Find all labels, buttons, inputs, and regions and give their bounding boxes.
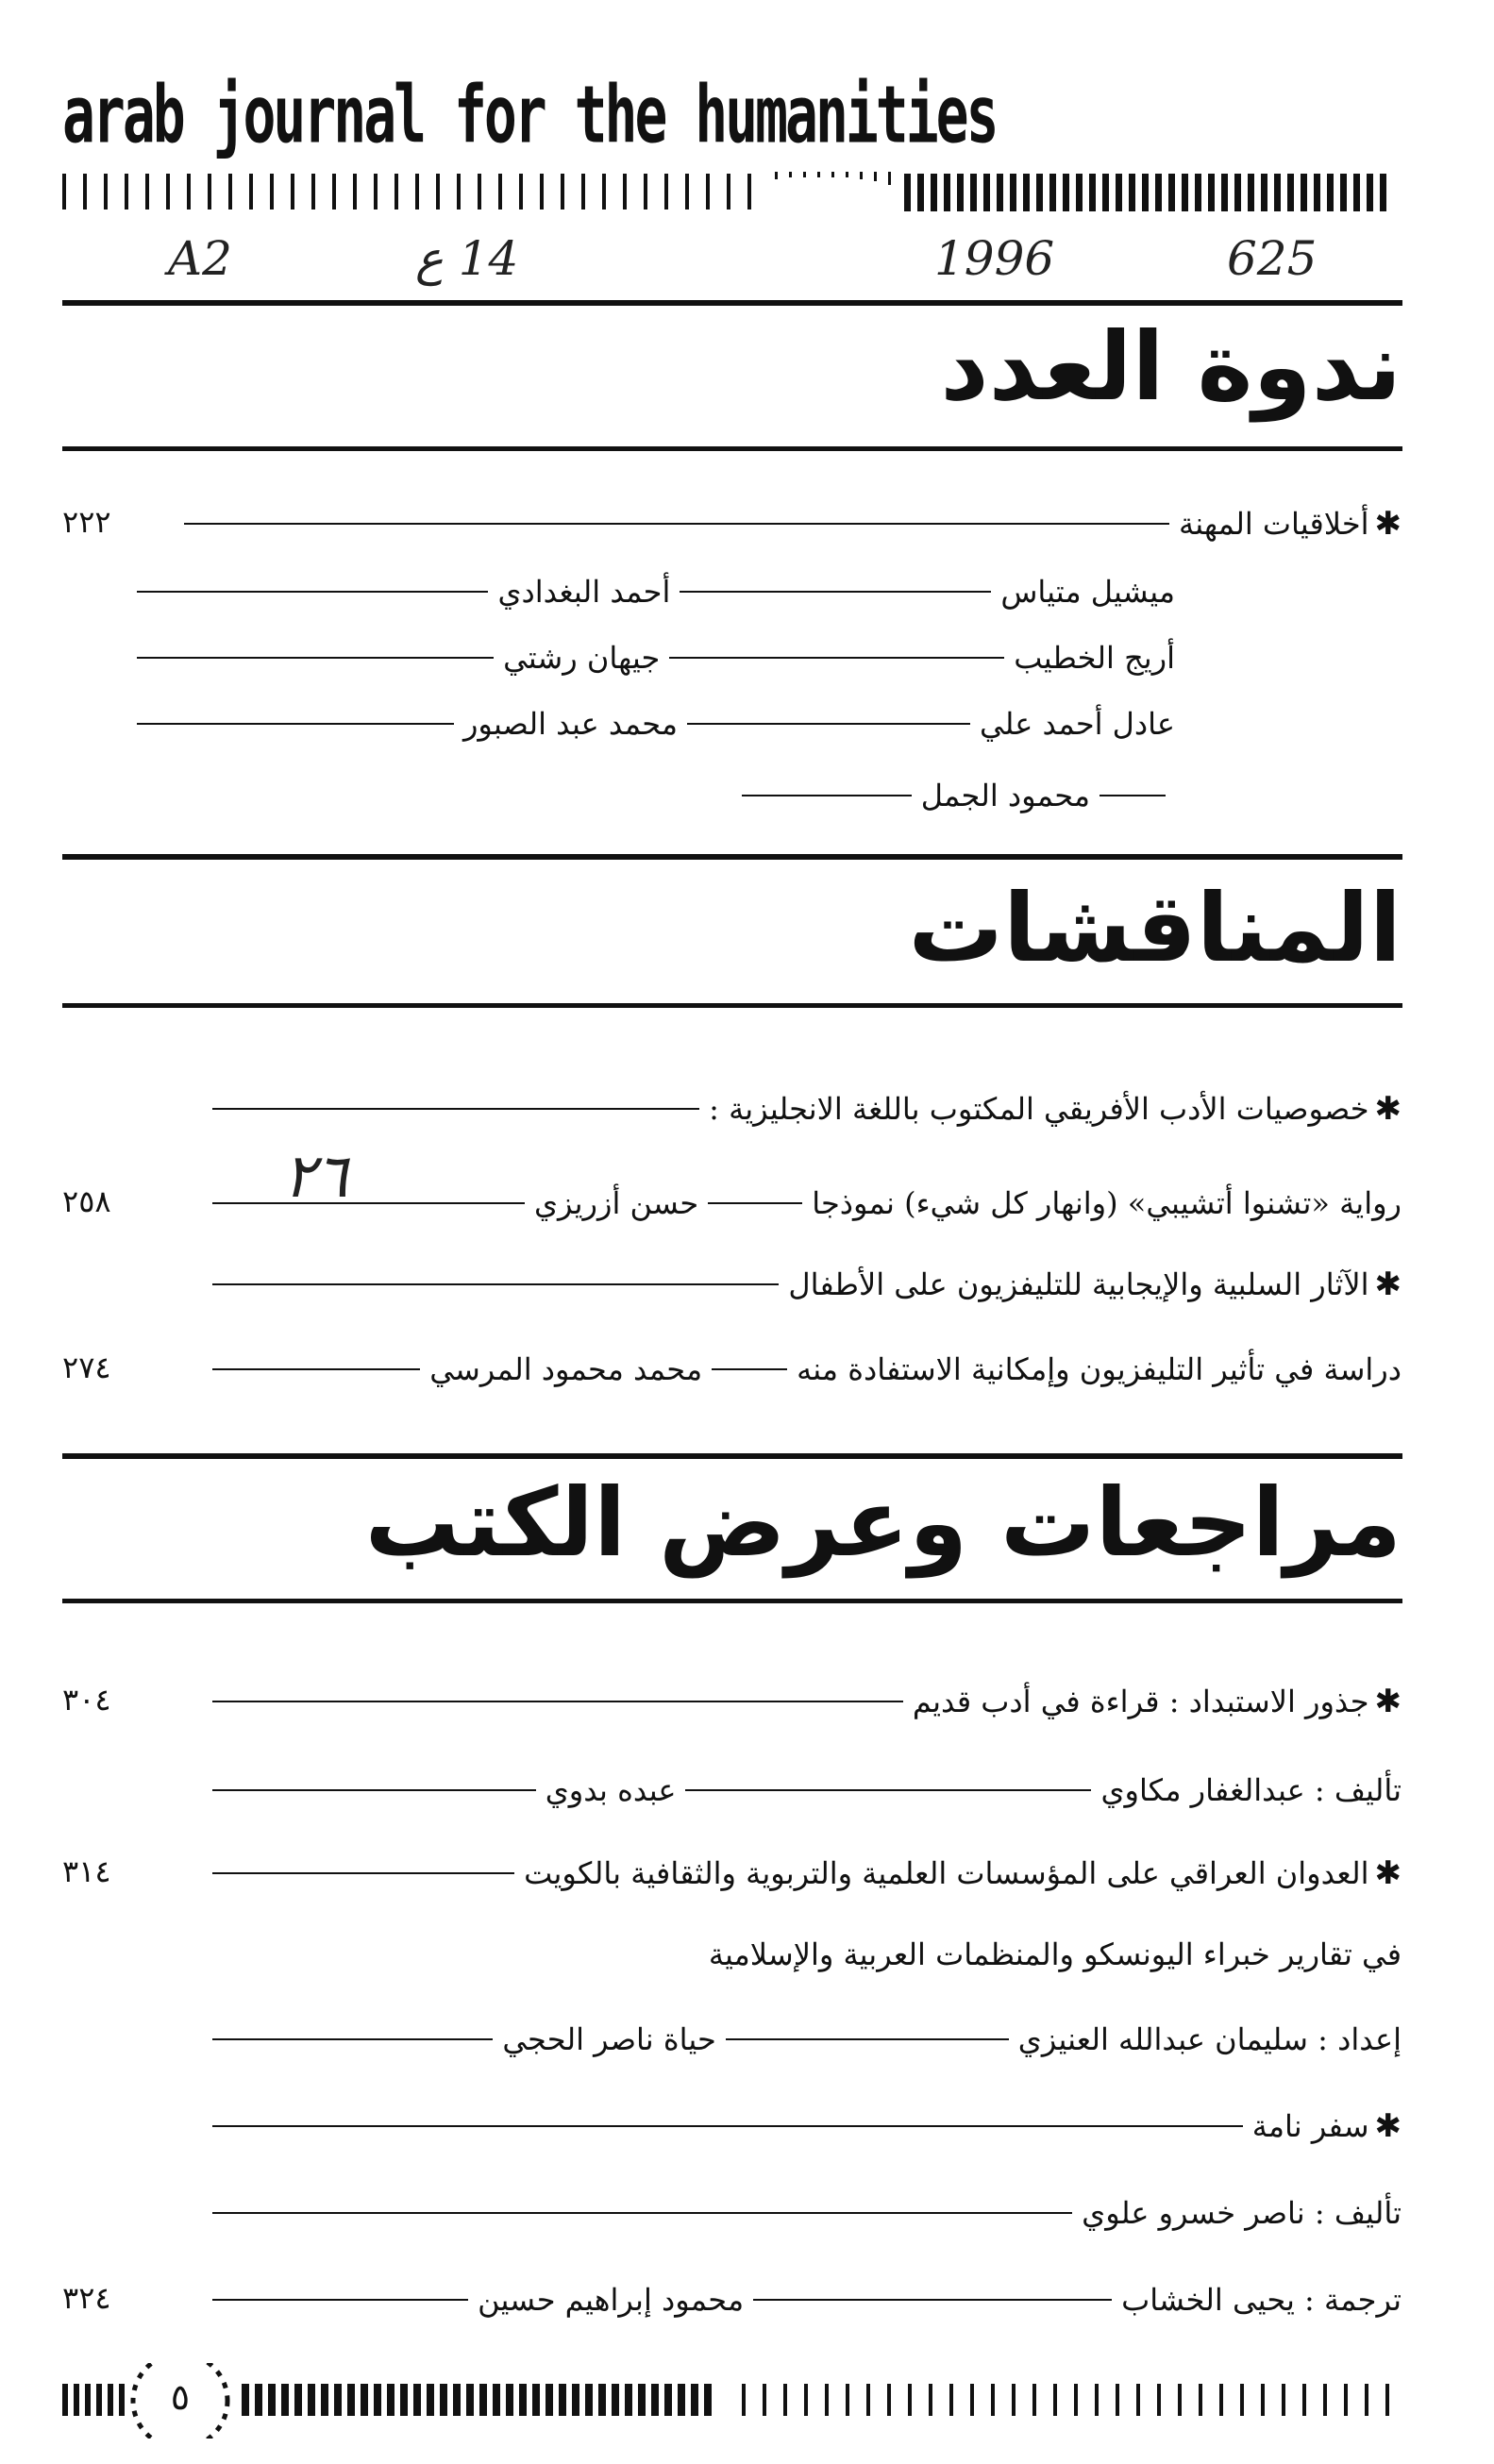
bullet-star-icon: ✱ [1374, 1090, 1402, 1128]
author-name: حسن أزريزي [533, 1185, 699, 1221]
leader-line [742, 795, 912, 796]
bullet-star-icon: ✱ [1374, 1683, 1402, 1720]
leader-line [212, 2038, 493, 2040]
toc-entry-review-1[interactable] [109, 1678, 1402, 1725]
toc-entry-review-2[interactable] [109, 1850, 1402, 1897]
entry-title: العدوان العراقي على المؤسسات العلمية والتربوية والثقافية بالكويت [524, 1855, 1369, 1891]
reviewer-name: عبده بدوي [545, 1772, 677, 1808]
toc-entry-review-3-author [109, 2189, 1402, 2237]
leader-line [753, 2299, 1112, 2301]
leader-line [212, 1872, 514, 1874]
page-number: ٢٧٤ [62, 1349, 111, 1385]
participant-name: محمود الجمل [920, 778, 1090, 813]
toc-entry-television[interactable] [109, 1261, 1402, 1308]
entry-title: الآثار السلبية والإيجابية للتليفزيون على الأطفال [788, 1266, 1369, 1302]
toc-entry-review-1-author [109, 1767, 1402, 1814]
participants-row-4 [109, 772, 1402, 819]
divider [62, 300, 1402, 306]
entry-subtitle: رواية «تشنوا أتشيبي» (وانهار كل شيء) نموذجا [812, 1185, 1402, 1221]
toc-entry-television-sub[interactable] [109, 1346, 1402, 1393]
divider [62, 1003, 1402, 1008]
leader-line [212, 1202, 525, 1204]
journal-name: arab journal for the humanities [62, 68, 997, 161]
page-number: ٣٠٤ [62, 1682, 111, 1718]
leader-line [137, 723, 454, 725]
bullet-star-icon: ✱ [1374, 505, 1402, 543]
leader-line [137, 591, 488, 593]
entry-title: جذور الاستبداد : قراءة في أدب قديم [912, 1684, 1369, 1719]
bullet-star-icon: ✱ [1374, 1854, 1402, 1892]
bullet-star-icon: ✱ [1374, 1266, 1402, 1303]
participants-row-3 [109, 700, 1402, 747]
section-title-reviews: مراجعات وعرض الكتب [364, 1467, 1402, 1578]
page-number: ٢٥٨ [62, 1183, 111, 1219]
participant-name: جيهان رشتي [503, 640, 661, 676]
leader-line [1100, 795, 1166, 796]
entry-title-continued: في تقارير خبراء اليونسكو والمنظمات العربية والإسلامية [708, 1936, 1402, 1972]
toc-entry-ethics[interactable] [109, 500, 1402, 547]
leader-line [685, 1789, 1091, 1791]
section-title-munaqashat: المناقشات [908, 873, 1402, 983]
leader-line [712, 1368, 787, 1370]
author-name: محمد محمود المرسي [429, 1351, 703, 1387]
entry-title: سفر نامة [1251, 2108, 1369, 2144]
leader-line [184, 523, 1169, 525]
divider [62, 854, 1402, 860]
toc-entry-review-2-author [109, 2016, 1402, 2063]
header-barcode [62, 172, 1393, 211]
bullet-star-icon: ✱ [1374, 2107, 1402, 2145]
reviewer-name: محمود إبراهيم حسين [478, 2282, 745, 2318]
participant-name: محمد عبد الصبور [462, 706, 678, 742]
handwritten-note-d: 625 [1227, 231, 1318, 286]
author-line: إعداد : سليمان عبدالله العنيزي [1017, 2021, 1402, 2057]
entry-title: أخلاقيات المهنة [1179, 506, 1369, 542]
footer-page-number: ٥ [170, 2376, 191, 2418]
translator-line: ترجمة : يحيى الخشاب [1121, 2282, 1402, 2318]
entry-subtitle: دراسة في تأثير التليفزيون وإمكانية الاستفادة منه [797, 1351, 1402, 1387]
section-title-nadwa: ندوة العدد [940, 311, 1402, 422]
toc-entry-african-literature[interactable] [109, 1085, 1402, 1132]
leader-line [726, 2038, 1009, 2040]
page-number: ٣٢٤ [62, 2280, 111, 2316]
leader-line [687, 723, 970, 725]
page-number: ٢٢٢ [62, 504, 111, 540]
leader-line [212, 1108, 699, 1110]
toc-entry-review-3-translator [109, 2276, 1402, 2323]
handwritten-mark: ٢٦ [283, 1142, 348, 1212]
handwritten-note-b: 14 ع [415, 231, 519, 286]
leader-line [680, 591, 991, 593]
handwritten-note-c: 1996 [934, 231, 1055, 286]
footer-barcode [62, 2363, 1402, 2439]
divider [62, 446, 1402, 451]
divider [62, 1599, 1402, 1603]
leader-line [137, 657, 494, 659]
entry-title: خصوصيات الأدب الأفريقي المكتوب باللغة الانجليزية : [709, 1091, 1369, 1127]
participant-name: أريج الخطيب [1014, 640, 1175, 676]
participants-row-1 [109, 568, 1402, 615]
reviewer-name: حياة ناصر الحجي [502, 2021, 716, 2057]
divider [62, 1453, 1402, 1459]
author-line: تأليف : عبدالغفار مكاوي [1100, 1772, 1402, 1808]
leader-line [212, 1368, 420, 1370]
leader-line [212, 1701, 903, 1702]
leader-line [212, 2125, 1243, 2127]
handwritten-note-a: A2 [168, 231, 232, 286]
toc-entry-review-3[interactable] [109, 2103, 1402, 2150]
leader-line [212, 1283, 779, 1285]
participant-name: أحمد البغدادي [497, 574, 671, 610]
author-line: تأليف : ناصر خسرو علوي [1082, 2195, 1402, 2231]
participants-row-2 [109, 634, 1402, 681]
toc-entry-review-2-cont [109, 1931, 1402, 1978]
page-number: ٣١٤ [62, 1853, 111, 1889]
leader-line [708, 1202, 802, 1204]
leader-line [669, 657, 1004, 659]
leader-line [212, 2212, 1072, 2214]
leader-line [212, 2299, 468, 2301]
leader-line [212, 1789, 536, 1791]
participant-name: عادل أحمد علي [979, 706, 1175, 742]
participant-name: ميشيل متياس [1000, 574, 1175, 610]
